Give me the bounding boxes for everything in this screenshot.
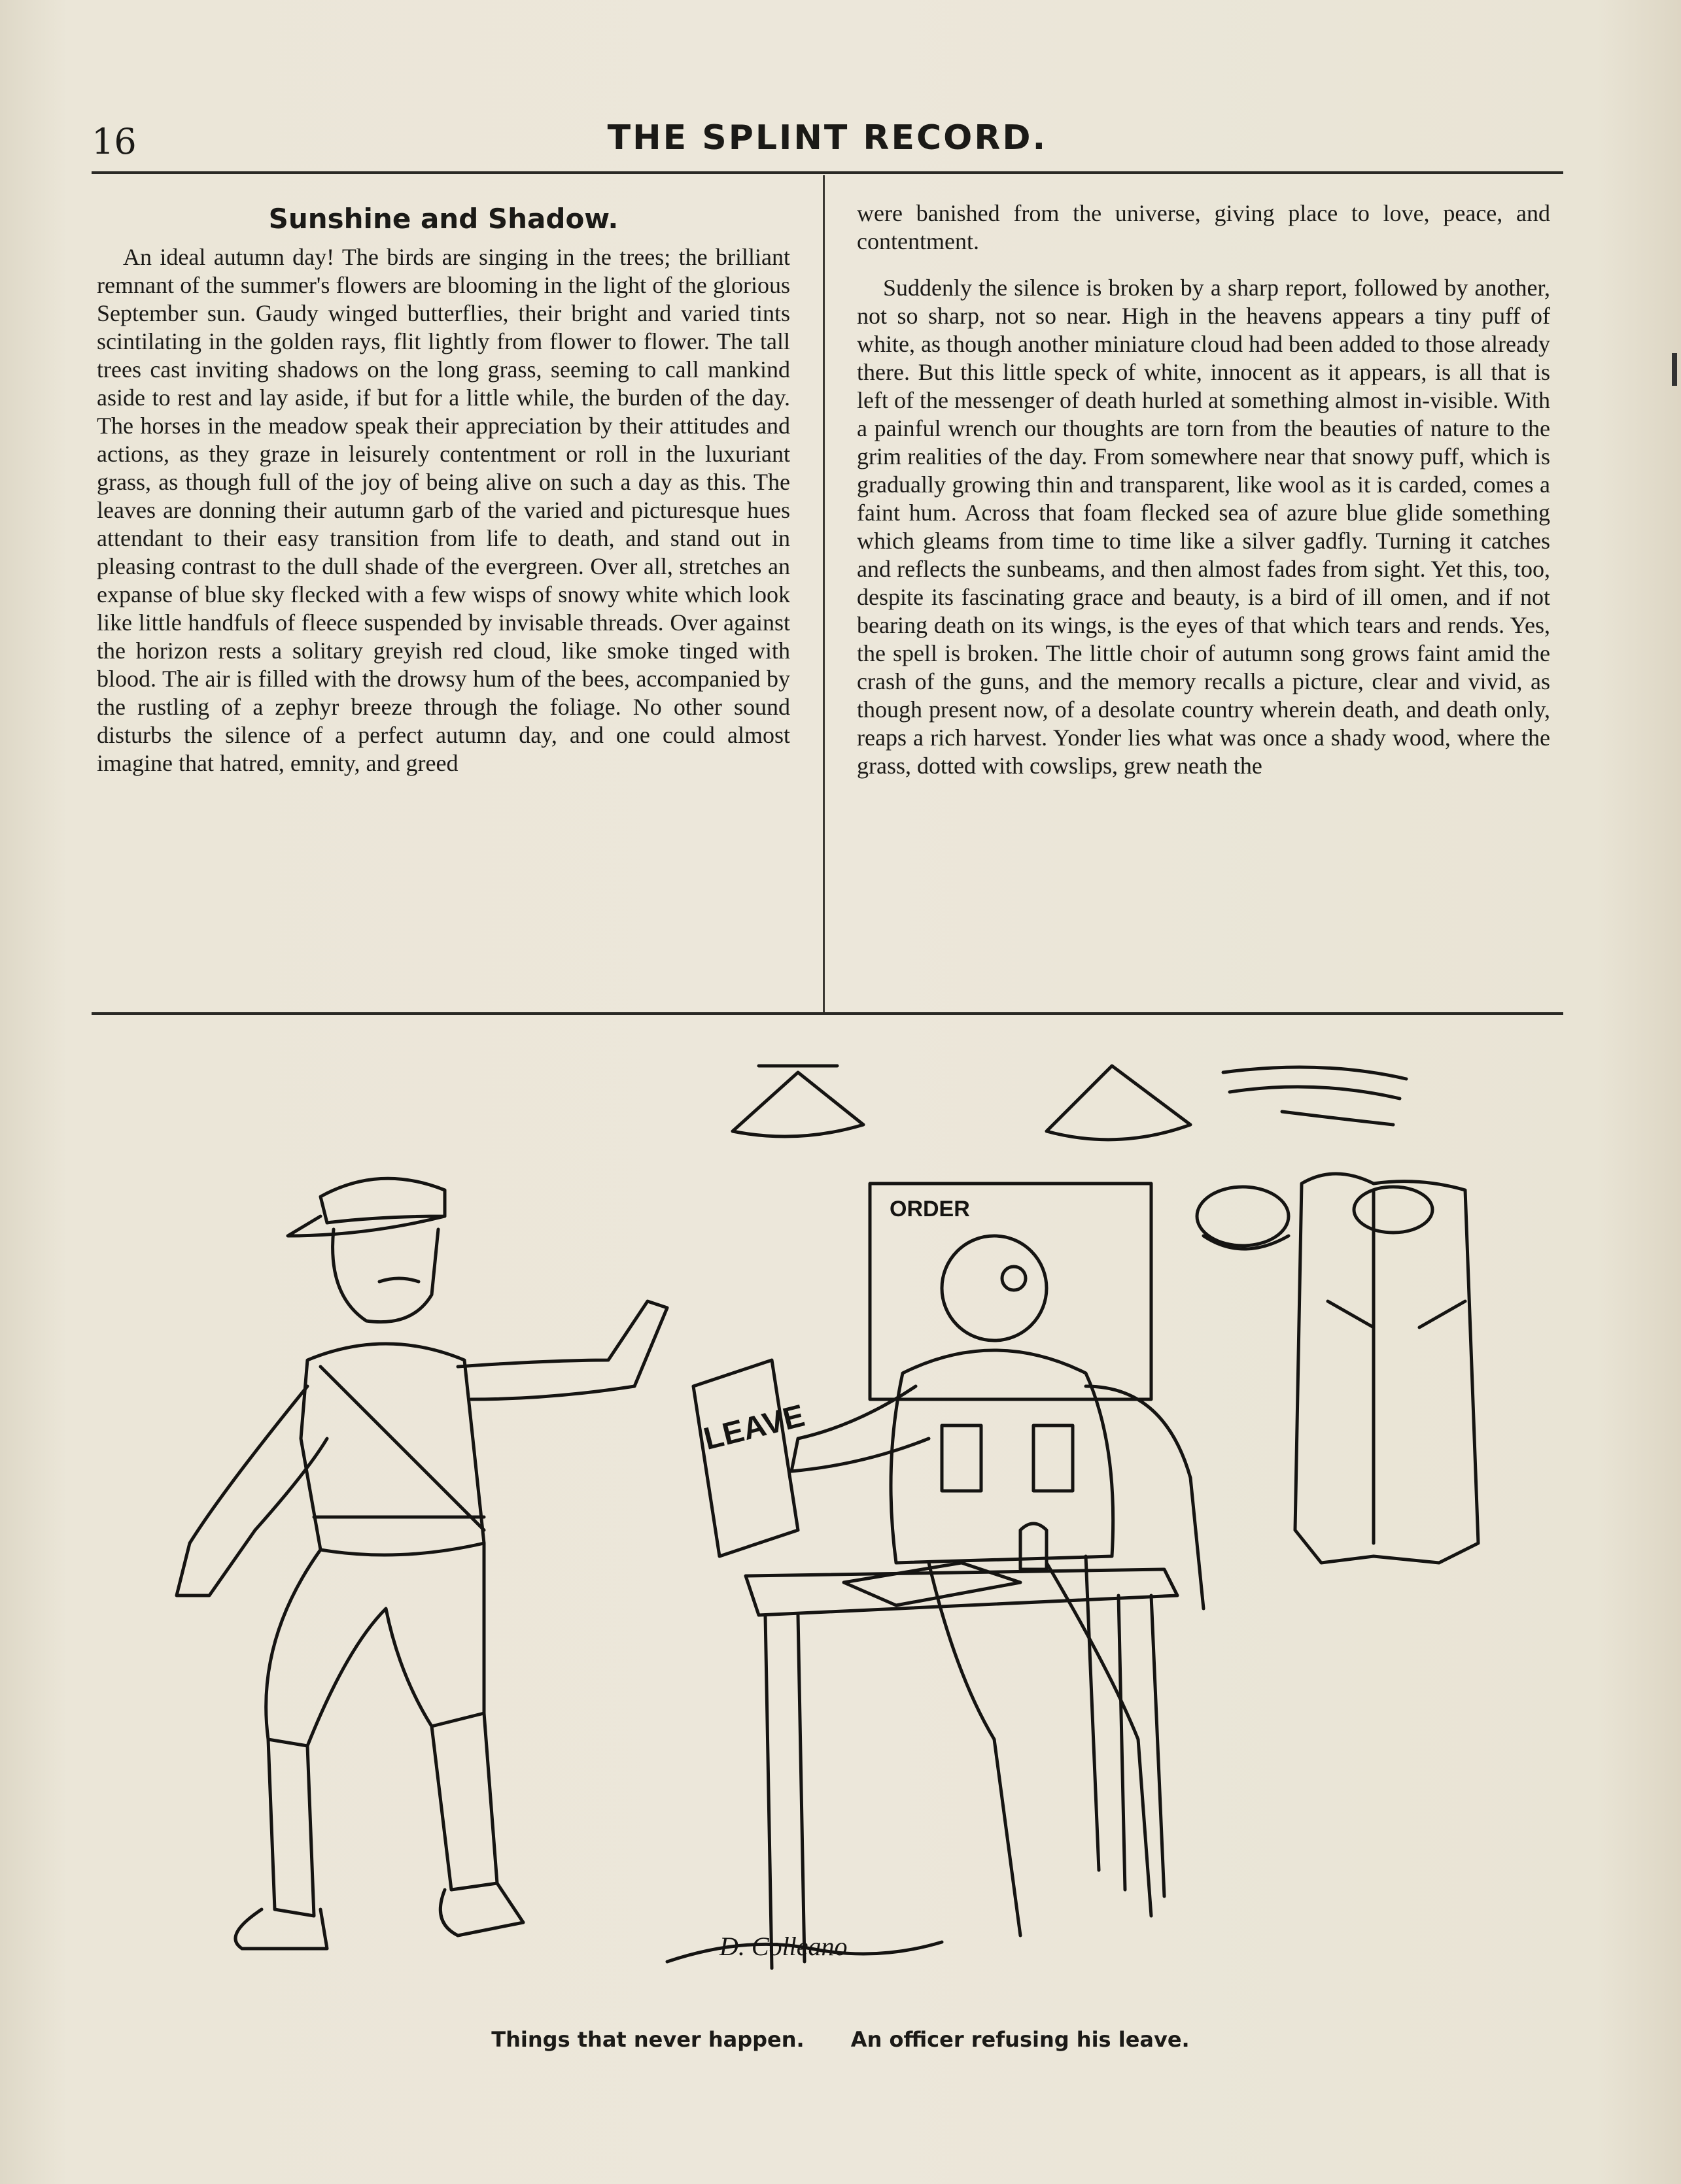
ceiling-sketch — [1223, 1067, 1406, 1125]
boots — [235, 1883, 523, 1949]
chair — [1086, 1386, 1204, 1870]
leave-paper-text: LEAVE — [700, 1398, 808, 1457]
order-notice-text: ORDER — [890, 1197, 970, 1221]
section-rule — [92, 1012, 1563, 1015]
header-rule — [92, 171, 1563, 174]
desk-papers — [844, 1563, 1020, 1605]
cap — [1197, 1187, 1289, 1246]
signature-text: D. Colleano — [719, 1932, 848, 1961]
caption-right: An officer refusing his leave. — [850, 2027, 1190, 2052]
standing-officer-head — [333, 1229, 438, 1322]
lamp-left — [733, 1066, 863, 1136]
lamp-right — [1047, 1066, 1190, 1140]
cartoon-illustration — [92, 1020, 1563, 2027]
extended-arm — [177, 1386, 327, 1595]
page-number: 16 — [92, 121, 137, 162]
column-divider — [823, 175, 825, 1012]
monocle — [1002, 1267, 1026, 1290]
standing-officer-cap — [288, 1178, 445, 1236]
page-header — [92, 118, 1563, 173]
article-title: Sunshine and Shadow. — [268, 203, 619, 235]
binding-mark — [1672, 353, 1677, 386]
caption-left: Things that never happen. — [491, 2027, 805, 2052]
right-column — [857, 199, 1550, 971]
running-title: THE SPLINT RECORD. — [607, 118, 1048, 158]
moustache — [379, 1278, 419, 1282]
hat — [1354, 1187, 1432, 1233]
paragraph-continuation: were banished from the universe, giving place to love, peace, and contentment. — [857, 200, 1550, 254]
breeches — [266, 1543, 484, 1746]
paragraph: An ideal autumn day! The birds are singing in the trees; the brilliant remnant of the summer's flowers are blooming in the light of the glorious September sun. Gaudy winged butterflies, their bright and varied tints scintilating in the golden rays, flit lightly from flower to flower. The tall trees cast inviting shadows on the long grass, seeming to call mankind aside to rest and lay aside, if but for a little while, the burden of the day. The horses in the meadow speak their appreciation by their attitudes and actions, as they graze in leisurely contentment or roll in the luxuriant grass, as though full of the joy of being alive on such a day as this. The leaves are donning their autumn garb of the varied and picturesque hues attendant to their easy transition from life to death, and stand out in pleasing contrast to the dull shade of the evergreen. Over all, stretches an expanse of blue sky flecked with a few wisps of snowy white which look like little handfuls of fleece suspended by invisable threads. Over against the horizon rests a solitary greyish red cloud, like smoke tinged with blood. The air is filled with the drowsy hum of the bees, accompanied by the rustling of a zephyr breeze through the foliage. No other sound disturbs the silence of a perfect autumn day, and one could almost imagine that hatred, emnity, and greed — [97, 244, 790, 776]
cartoon-caption — [0, 2027, 1681, 2052]
desk-legs — [765, 1595, 1164, 1968]
seated-officer-head — [942, 1236, 1047, 1340]
seated-officer-body — [891, 1350, 1113, 1563]
sam-browne-belt — [314, 1367, 484, 1530]
raised-arm — [458, 1301, 667, 1399]
left-column — [97, 203, 790, 974]
inkwell — [1020, 1524, 1047, 1569]
leave-paper — [693, 1360, 798, 1556]
paragraph: Suddenly the silence is broken by a sharp report, followed by another, not so sharp, not so near. High in the heavens appears a tiny puff of white, as though another miniature cloud had been added to those already there. But this little speck of white, innocent as it appears, is all that is left of the messenger of death hurled at something almost in-visible. With a painful wrench our thoughts are torn from the beauties of nature to the grim realities of the day. From somewhere near that snowy puff, which is gradually growing thin and transparent, like wool as it is carded, comes a faint hum. Across that foam flecked sea of azure blue glide something which gleams from time to time like a silver gadfly. Turning it catches and reflects the sunbeams, and then almost fades from sight. Yet this, too, despite its fascinating grace and beauty, is a bird of ill omen, and if not bearing death on its wings, is the eyes of that which tears and rends. Yes, the spell is broken. The little choir of autumn song grows faint amid the crash of the guns, and the memory recalls a picture, clear and vivid, as though present now, of a desolate country wherein death, and death only, reaps a rich harvest. Yonder lies what was once a shady wood, where the grass, dotted with cowslips, grew neath the — [857, 275, 1550, 779]
